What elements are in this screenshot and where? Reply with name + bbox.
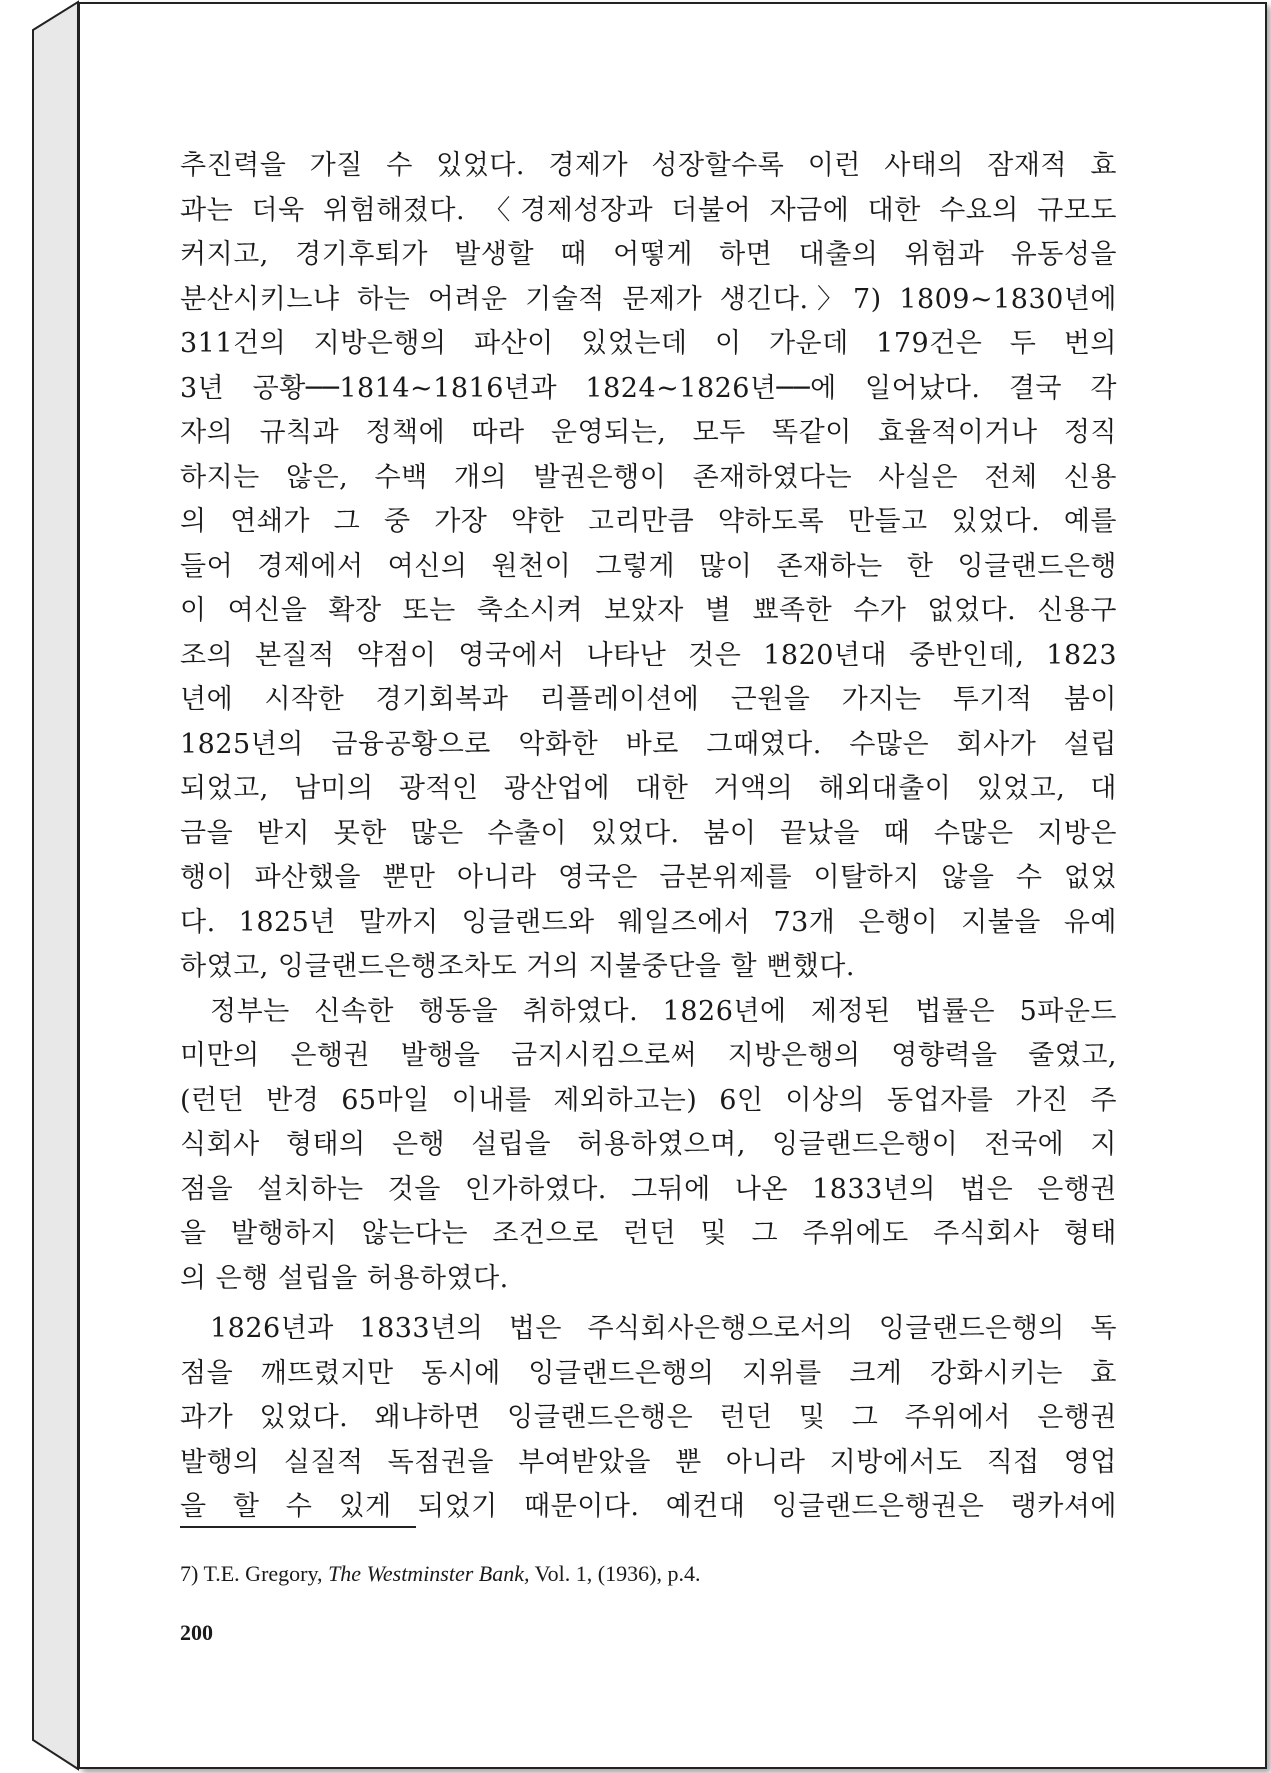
page-body [180,144,1117,1530]
text-line: 정부는 신속한 행동을 취하였다. 1826년에 제정된 법률은 5파운드 [210,995,1117,1027]
footnote [180,1561,1080,1587]
text-line: 하였고, 잉글랜드은행조차도 거의 지불중단을 할 뻔했다. [180,951,855,982]
text-line: (런던 반경 65마일 이내를 제외하고는) 6인 이상의 동업자를 가진 주 [180,1084,1117,1116]
paragraph-1 [180,144,1117,990]
text-line: 추진력을 가질 수 있었다. 경제가 성장할수록 이런 사태의 잠재적 효 [180,150,1117,181]
text-line: 되었고, 남미의 광적인 광산업에 대한 거액의 해외대출이 있었고, 대 [180,773,1117,804]
paragraph-3 [180,1307,1117,1530]
text-line: 발행의 실질적 독점권을 부여받았을 뿐 아니라 지방에서도 직접 영업 [180,1446,1117,1478]
text-line: 점을 설치하는 것을 인가하였다. 그뒤에 나온 1833년의 법은 은행권 [180,1173,1117,1205]
text-line: 조의 본질적 약점이 영국에서 나타난 것은 1820년대 중반인데, 1823 [180,639,1117,671]
text-line: 이 여신을 확장 또는 축소시켜 보았자 별 뾰족한 수가 없었다. 신용구 [180,595,1117,626]
text-line: 3년 공황──1814~1816년과 1824~1826년──에 일어났다. 결국 각 [180,372,1117,404]
text-line: 분산시키느냐 하는 어려운 기술적 문제가 생긴다.〉7) 1809~1830년에 [180,283,1117,315]
text-line: 1826년과 1833년의 법은 주식회사은행으로서의 잉글랜드은행의 독 [210,1313,1117,1344]
text-line: 금을 받지 못한 많은 수출이 있었다. 붐이 끝났을 때 수많은 지방은 [180,817,1117,849]
text-line: 의 은행 설립을 허용하였다. [180,1262,509,1294]
text-line: 을 할 수 있게 되었기 때문이다. 예컨대 잉글랜드은행권은 랭카셔에 [180,1491,1117,1522]
text-line: 커지고, 경기후퇴가 발생할 때 어떻게 하면 대출의 위험과 유동성을 [180,239,1117,270]
footnote-author: T.E. Gregory, [203,1561,323,1586]
footnote-divider [180,1526,416,1528]
text-line: 들어 경제에서 여신의 원천이 그렇게 많이 존재하는 한 잉글랜드은행 [180,550,1117,582]
text-line: 을 발행하지 않는다는 조건으로 런던 및 그 주위에도 주식회사 형태 [180,1218,1117,1249]
text-line: 년에 시작한 경기회복과 리플레이션에 근원을 가지는 투기적 붐이 [180,684,1117,715]
footnote-title: The Westminster Bank, [328,1561,530,1586]
text-line: 다. 1825년 말까지 잉글랜드와 웨일즈에서 73개 은행이 지불을 유예 [180,906,1117,938]
text-line: 과는 더욱 위험해졌다. 〈경제성장과 더불어 자금에 대한 수요의 규모도 [180,194,1117,226]
footnote-number: 7) [180,1561,199,1586]
text-line: 311건의 지방은행의 파산이 있었는데 이 가운데 179건은 두 번의 [180,328,1117,359]
text-line: 식회사 형태의 은행 설립을 허용하였으며, 잉글랜드은행이 전국에 지 [180,1129,1117,1160]
text-line: 하지는 않은, 수백 개의 발권은행이 존재하였다는 사실은 전체 신용 [180,461,1117,493]
text-line: 의 연쇄가 그 중 가장 약한 고리만큼 약하도록 만들고 있었다. 예를 [180,506,1117,537]
text-line: 과가 있었다. 왜냐하면 잉글랜드은행은 런던 및 그 주위에서 은행권 [180,1402,1117,1433]
paragraph-2 [180,990,1117,1302]
text-line: 미만의 은행권 발행을 금지시킴으로써 지방은행의 영향력을 줄였고, [180,1040,1117,1071]
text-line: 점을 깨뜨렸지만 동시에 잉글랜드은행의 지위를 크게 강화시키는 효 [180,1357,1117,1389]
footnote-details: Vol. 1, (1936), p.4. [534,1561,701,1586]
text-line: 1825년의 금융공황으로 악화한 바로 그때였다. 수많은 회사가 설립 [180,728,1117,760]
page-number: 200 [180,1620,213,1645]
text-line: 행이 파산했을 뿐만 아니라 영국은 금본위제를 이탈하지 않을 수 없었 [180,862,1117,893]
text-line: 자의 규칙과 정책에 따라 운영되는, 모두 똑같이 효율적이거나 정직 [180,417,1117,448]
